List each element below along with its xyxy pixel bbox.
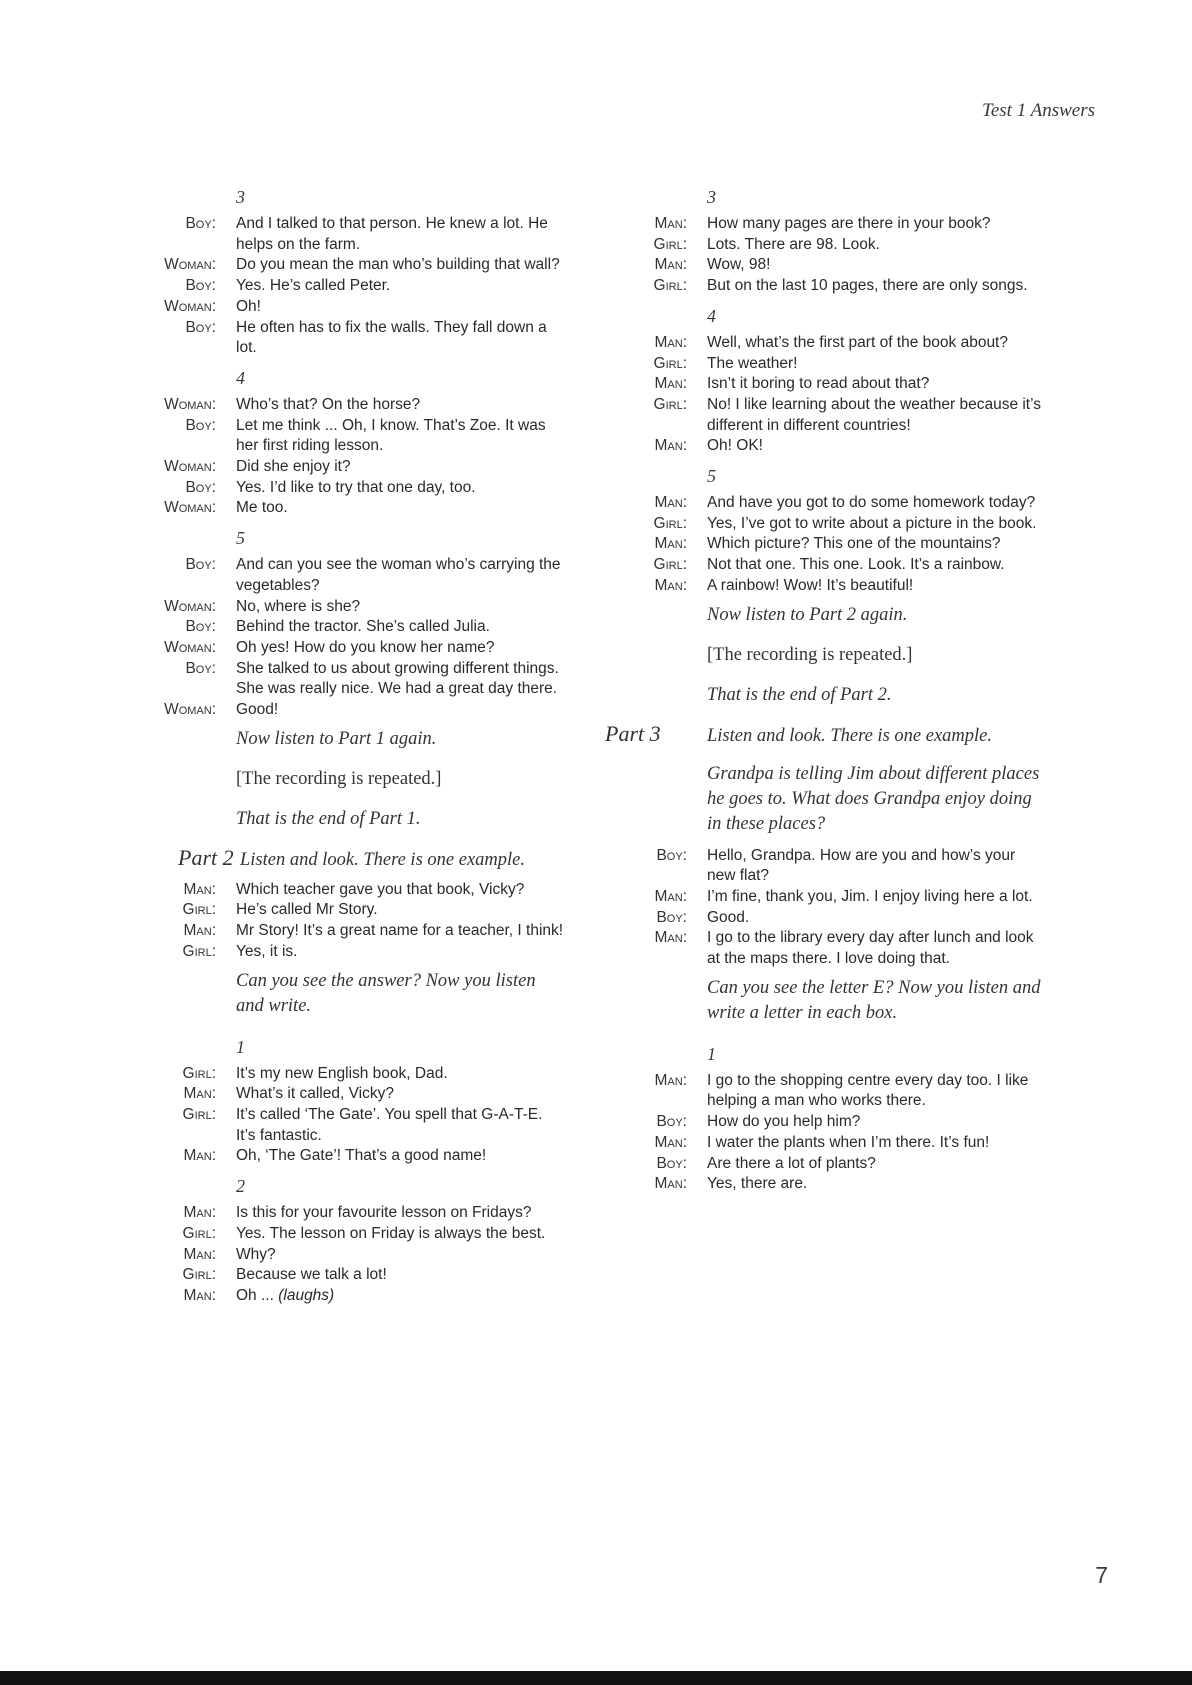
stage-direction: (laughs) xyxy=(278,1286,335,1304)
dialogue-text-content: And have you got to do some homework today? xyxy=(707,494,1036,512)
dialogue-text-content: Wow, 98! xyxy=(707,256,771,274)
instruction-text: That is the end of Part 1. xyxy=(236,808,421,829)
dialogue-line xyxy=(0,1265,600,1286)
dialogue-line xyxy=(605,1071,1192,1112)
speaker-label: Woman: xyxy=(164,499,216,517)
dialogue-line xyxy=(0,880,600,901)
dialogue-text xyxy=(707,333,1047,354)
dialogue-text-content: She talked to us about growing different things. She was really nice. We had a great day there. xyxy=(236,659,559,698)
dialogue-text-content: I water the plants when I’m there. It’s fun! xyxy=(707,1133,990,1151)
instruction-text: Can you see the answer? Now you listen and write. xyxy=(236,970,536,1016)
dialogue-line xyxy=(605,214,1192,235)
question-number: 3 xyxy=(707,187,716,207)
dialogue-line xyxy=(0,478,600,499)
dialogue-text-content: I go to the library every day after lunch and look at the maps there. I love doing that. xyxy=(707,929,1034,968)
speaker-label: Man: xyxy=(183,1147,216,1165)
dialogue-text-content: Because we talk a lot! xyxy=(236,1266,387,1284)
instruction-row xyxy=(605,756,1192,846)
dialogue-text xyxy=(236,416,566,457)
dialogue-text xyxy=(707,1112,1047,1133)
instruction-row xyxy=(0,801,600,841)
speaker-label: Boy: xyxy=(185,478,216,496)
dialogue-text xyxy=(236,1265,566,1286)
dialogue-text-content: Not that one. This one. Look. It’s a rainbow. xyxy=(707,556,1005,574)
speaker-label: Man: xyxy=(183,922,216,940)
speaker-label: Woman: xyxy=(164,297,216,315)
dialogue-text xyxy=(236,395,566,416)
dialogue-text-content: He often has to fix the walls. They fall down a lot. xyxy=(236,318,547,357)
dialogue-text xyxy=(707,514,1047,535)
instruction-row xyxy=(605,677,1192,717)
dialogue-line xyxy=(0,1064,600,1085)
dialogue-text-content: He’s called Mr Story. xyxy=(236,901,378,919)
dialogue-text xyxy=(236,276,566,297)
speaker-label: Woman: xyxy=(164,638,216,656)
dialogue-text-content: Why? xyxy=(236,1245,276,1263)
speaker-label: Boy: xyxy=(185,618,216,636)
dialogue-text-content: I go to the shopping centre every day too. I like helping a man who works there. xyxy=(707,1071,1029,1110)
part-instruction: Listen and look. There is one example. xyxy=(707,725,992,746)
dialogue-text xyxy=(707,576,1047,597)
part-heading xyxy=(0,845,600,872)
dialogue-text xyxy=(236,214,566,255)
speaker-label: Girl: xyxy=(182,942,216,960)
dialogue-text xyxy=(236,318,566,359)
dialogue-line xyxy=(0,700,600,721)
dialogue-line xyxy=(0,617,600,638)
dialogue-text xyxy=(236,1286,566,1307)
dialogue-line xyxy=(0,214,600,255)
repeat-note: [The recording is repeated.] xyxy=(707,644,913,665)
dialogue-line xyxy=(0,942,600,963)
dialogue-line xyxy=(605,1174,1192,1195)
dialogue-line xyxy=(0,1084,600,1105)
dialogue-text xyxy=(707,436,1047,457)
dialogue-line xyxy=(0,900,600,921)
dialogue-text xyxy=(236,880,566,901)
speaker-label: Boy: xyxy=(185,659,216,677)
dialogue-text xyxy=(236,638,566,659)
dialogue-text-content: Yes. I’d like to try that one day, too. xyxy=(236,478,476,496)
dialogue-text xyxy=(707,235,1047,256)
dialogue-text xyxy=(236,478,566,499)
speaker-label: Man: xyxy=(183,880,216,898)
dialogue-line xyxy=(605,514,1192,535)
dialogue-line xyxy=(605,493,1192,514)
speaker-label: Man: xyxy=(183,1245,216,1263)
speaker-label: Man: xyxy=(654,494,687,512)
dialogue-text xyxy=(707,1071,1047,1112)
question-number-row xyxy=(605,297,1192,333)
dialogue-line xyxy=(605,576,1192,597)
dialogue-line xyxy=(0,1224,600,1245)
dialogue-line xyxy=(0,1146,600,1167)
dialogue-line xyxy=(605,887,1192,908)
dialogue-text xyxy=(236,900,566,921)
dialogue-text xyxy=(236,255,566,276)
speaker-label: Woman: xyxy=(164,701,216,719)
speaker-label: Woman: xyxy=(164,458,216,476)
speaker-label: Girl: xyxy=(182,901,216,919)
speaker-label: Man: xyxy=(654,215,687,232)
speaker-label: Man: xyxy=(654,1175,687,1193)
dialogue-text-content: And can you see the woman who’s carrying the vegetables? xyxy=(236,556,561,594)
dialogue-text xyxy=(236,297,566,318)
dialogue-line xyxy=(605,276,1192,297)
repeat-note: [The recording is repeated.] xyxy=(236,768,442,789)
dialogue-text xyxy=(707,1133,1047,1154)
speaker-label: Man: xyxy=(654,887,687,905)
dialogue-text-content: The weather! xyxy=(707,354,798,372)
dialogue-text-content: Oh! xyxy=(236,297,261,315)
speaker-label: Man: xyxy=(654,576,687,594)
dialogue-line xyxy=(605,534,1192,555)
dialogue-text xyxy=(707,395,1047,436)
dialogue-line xyxy=(605,908,1192,929)
dialogue-text-content: Good! xyxy=(236,701,279,719)
dialogue-text-content: Yes, I’ve got to write about a picture in the book. xyxy=(707,514,1037,532)
dialogue-text xyxy=(236,498,566,519)
dialogue-text xyxy=(236,597,566,618)
dialogue-text xyxy=(707,255,1047,276)
dialogue-line xyxy=(605,354,1192,375)
dialogue-text-content: No! I like learning about the weather because it’s different in different countries! xyxy=(707,395,1042,434)
dialogue-text-content: Well, what’s the first part of the book about? xyxy=(707,333,1008,351)
speaker-label: Woman: xyxy=(164,597,216,615)
dialogue-line xyxy=(0,318,600,359)
dialogue-text xyxy=(707,276,1047,297)
dialogue-text-content: Is this for your favourite lesson on Fridays? xyxy=(236,1204,532,1222)
instruction-row xyxy=(0,721,600,761)
speaker-label: Girl: xyxy=(653,395,687,413)
dialogue-line xyxy=(605,374,1192,395)
dialogue-text-content: Yes. The lesson on Friday is always the best. xyxy=(236,1224,546,1242)
dialogue-text-content: It’s my new English book, Dad. xyxy=(236,1064,448,1082)
dialogue-text-content: Oh, ‘The Gate’! That’s a good name! xyxy=(236,1147,487,1165)
dialogue-line xyxy=(605,846,1192,887)
dialogue-text-content: Lots. There are 98. Look. xyxy=(707,235,880,253)
question-number-row xyxy=(0,359,600,395)
dialogue-text-content: Do you mean the man who’s building that wall? xyxy=(236,256,560,274)
page-header-title: Test 1 Answers xyxy=(982,100,1095,121)
dialogue-text-content: Hello, Grandpa. How are you and how’s your new flat? xyxy=(707,846,1016,885)
right-column xyxy=(605,178,1192,1195)
dialogue-text-content: And I talked to that person. He knew a lot. He helps on the farm. xyxy=(236,215,548,253)
dialogue-line xyxy=(605,1133,1192,1154)
dialogue-text xyxy=(707,493,1047,514)
dialogue-line xyxy=(0,921,600,942)
speaker-label: Man: xyxy=(654,1071,687,1089)
part-label: Part 2 xyxy=(178,844,234,870)
dialogue-text xyxy=(236,1064,566,1085)
dialogue-text xyxy=(236,942,566,963)
speaker-label: Man: xyxy=(183,1085,216,1103)
speaker-label: Man: xyxy=(654,1133,687,1151)
speaker-label: Boy: xyxy=(185,556,216,574)
dialogue-text-content: Yes, there are. xyxy=(707,1175,808,1193)
dialogue-text-content: Me too. xyxy=(236,499,288,517)
dialogue-text xyxy=(707,908,1047,929)
dialogue-line xyxy=(0,1286,600,1307)
speaker-label: Girl: xyxy=(653,354,687,372)
page-number: 7 xyxy=(1095,1562,1108,1588)
question-number: 2 xyxy=(236,1176,245,1197)
dialogue-line xyxy=(605,928,1192,969)
instruction-text: Can you see the letter E? Now you listen and write a letter in each box. xyxy=(707,977,1041,1023)
dialogue-text xyxy=(236,1245,566,1266)
speaker-label: Man: xyxy=(654,437,687,455)
speaker-label: Boy: xyxy=(185,318,216,336)
speaker-label: Boy: xyxy=(656,846,687,864)
dialogue-text xyxy=(707,846,1047,887)
dialogue-text-content: Isn’t it boring to read about that? xyxy=(707,375,930,393)
speaker-label: Girl: xyxy=(182,1266,216,1284)
dialogue-text xyxy=(707,374,1047,395)
dialogue-text-content: Who’s that? On the horse? xyxy=(236,395,421,413)
dialogue-text xyxy=(236,921,566,942)
question-number-row xyxy=(0,1167,600,1203)
dialogue-line xyxy=(0,597,600,618)
question-number-row xyxy=(0,178,600,214)
dialogue-line xyxy=(0,1203,600,1224)
dialogue-text-content: Good. xyxy=(707,908,750,926)
speaker-label: Boy: xyxy=(185,277,216,295)
dialogue-line xyxy=(605,255,1192,276)
speaker-label: Girl: xyxy=(182,1224,216,1242)
speaker-label: Man: xyxy=(183,1286,216,1304)
question-number-row xyxy=(605,1035,1192,1071)
dialogue-line xyxy=(0,1105,600,1146)
dialogue-text-content: Oh yes! How do you know her name? xyxy=(236,638,495,656)
dialogue-text-content: Oh ... xyxy=(236,1286,274,1304)
speaker-label: Man: xyxy=(654,929,687,947)
dialogue-line xyxy=(0,659,600,700)
speaker-label: Boy: xyxy=(185,215,216,232)
speaker-label: Girl: xyxy=(653,556,687,574)
dialogue-text xyxy=(707,555,1047,576)
instruction-text: Grandpa is telling Jim about different places he goes to. What does Grandpa enjoy doing in these places? xyxy=(707,763,1040,834)
speaker-label: Woman: xyxy=(164,256,216,274)
instruction-text: Now listen to Part 1 again. xyxy=(236,728,437,749)
dialogue-text xyxy=(236,700,566,721)
speaker-label: Boy: xyxy=(656,1154,687,1172)
dialogue-text-content: Which teacher gave you that book, Vicky? xyxy=(236,880,525,898)
dialogue-line xyxy=(0,638,600,659)
dialogue-text xyxy=(707,354,1047,375)
dialogue-text-content: Which picture? This one of the mountains? xyxy=(707,535,1001,553)
dialogue-line xyxy=(0,498,600,519)
speaker-label: Girl: xyxy=(653,235,687,253)
dialogue-text xyxy=(236,1203,566,1224)
dialogue-text xyxy=(236,1224,566,1245)
part-heading xyxy=(605,721,1192,748)
instruction-row xyxy=(605,597,1192,637)
question-number: 5 xyxy=(707,466,716,487)
speaker-label: Man: xyxy=(654,375,687,393)
dialogue-text-content: Oh! OK! xyxy=(707,437,763,455)
dialogue-text-content: How do you help him? xyxy=(707,1113,861,1131)
instruction-row xyxy=(605,970,1192,1035)
question-number: 5 xyxy=(236,528,245,549)
instruction-row xyxy=(605,637,1192,677)
dialogue-text xyxy=(707,214,1047,235)
dialogue-text xyxy=(236,1146,566,1167)
instruction-row xyxy=(0,761,600,801)
dialogue-text xyxy=(707,887,1047,908)
dialogue-line xyxy=(0,457,600,478)
dialogue-text-content: No, where is she? xyxy=(236,597,361,615)
dialogue-line xyxy=(605,555,1192,576)
dialogue-line xyxy=(0,1245,600,1266)
speaker-label: Boy: xyxy=(185,416,216,434)
instruction-row xyxy=(0,963,600,1028)
dialogue-line xyxy=(0,416,600,457)
speaker-label: Girl: xyxy=(182,1064,216,1082)
dialogue-text xyxy=(707,928,1047,969)
scan-edge-bar xyxy=(0,1671,1192,1685)
speaker-label: Man: xyxy=(654,333,687,351)
dialogue-text-content: Yes. He’s called Peter. xyxy=(236,277,391,295)
dialogue-text-content: Let me think ... Oh, I know. That’s Zoe. It was her first riding lesson. xyxy=(236,416,546,455)
dialogue-text xyxy=(707,1154,1047,1175)
question-number: 4 xyxy=(236,367,245,388)
question-number: 4 xyxy=(707,305,716,326)
instruction-text: That is the end of Part 2. xyxy=(707,684,892,705)
part-instruction: Listen and look. There is one example. xyxy=(240,849,525,870)
dialogue-line xyxy=(0,395,600,416)
dialogue-text xyxy=(236,1084,566,1105)
speaker-label: Man: xyxy=(654,535,687,553)
dialogue-text-content: How many pages are there in your book? xyxy=(707,215,991,232)
dialogue-text xyxy=(236,659,566,700)
dialogue-text-content: Behind the tractor. She’s called Julia. xyxy=(236,618,490,636)
dialogue-text-content: Are there a lot of plants? xyxy=(707,1154,876,1172)
dialogue-line xyxy=(0,255,600,276)
dialogue-line xyxy=(0,297,600,318)
dialogue-line xyxy=(605,1154,1192,1175)
dialogue-line xyxy=(605,1112,1192,1133)
speaker-label: Boy: xyxy=(656,1113,687,1131)
dialogue-text-content: Did she enjoy it? xyxy=(236,458,351,476)
dialogue-text xyxy=(236,555,566,596)
dialogue-text-content: A rainbow! Wow! It’s beautiful! xyxy=(707,576,914,594)
dialogue-text xyxy=(236,617,566,638)
speaker-label: Girl: xyxy=(653,514,687,532)
dialogue-text xyxy=(236,1105,566,1146)
question-number-row xyxy=(605,457,1192,493)
part-label: Part 3 xyxy=(605,720,661,746)
question-number-row xyxy=(605,178,1192,214)
question-number: 1 xyxy=(707,1043,716,1064)
dialogue-text-content: I’m fine, thank you, Jim. I enjoy living here a lot. xyxy=(707,887,1033,905)
speaker-label: Woman: xyxy=(164,395,216,413)
dialogue-line xyxy=(605,235,1192,256)
speaker-label: Boy: xyxy=(656,908,687,926)
speaker-label: Man: xyxy=(183,1204,216,1222)
dialogue-text xyxy=(236,457,566,478)
question-number-row xyxy=(0,1028,600,1064)
dialogue-line xyxy=(605,333,1192,354)
question-number: 1 xyxy=(236,1036,245,1057)
speaker-label: Girl: xyxy=(182,1105,216,1123)
dialogue-text-content: Yes, it is. xyxy=(236,942,298,960)
dialogue-text-content: But on the last 10 pages, there are only songs. xyxy=(707,277,1028,295)
speaker-label: Girl: xyxy=(653,277,687,295)
dialogue-line xyxy=(605,395,1192,436)
dialogue-line xyxy=(0,276,600,297)
dialogue-text xyxy=(707,534,1047,555)
dialogue-text-content: What’s it called, Vicky? xyxy=(236,1085,394,1103)
dialogue-line xyxy=(605,436,1192,457)
dialogue-text xyxy=(707,1174,1047,1195)
dialogue-text-content: Mr Story! It’s a great name for a teacher, I think! xyxy=(236,922,564,940)
instruction-text: Now listen to Part 2 again. xyxy=(707,604,908,625)
dialogue-line xyxy=(0,555,600,596)
dialogue-text-content: It’s called ‘The Gate’. You spell that G-A-T-E. It’s fantastic. xyxy=(236,1105,543,1144)
question-number: 3 xyxy=(236,187,245,207)
question-number-row xyxy=(0,519,600,555)
left-column xyxy=(0,178,600,1307)
speaker-label: Man: xyxy=(654,256,687,274)
